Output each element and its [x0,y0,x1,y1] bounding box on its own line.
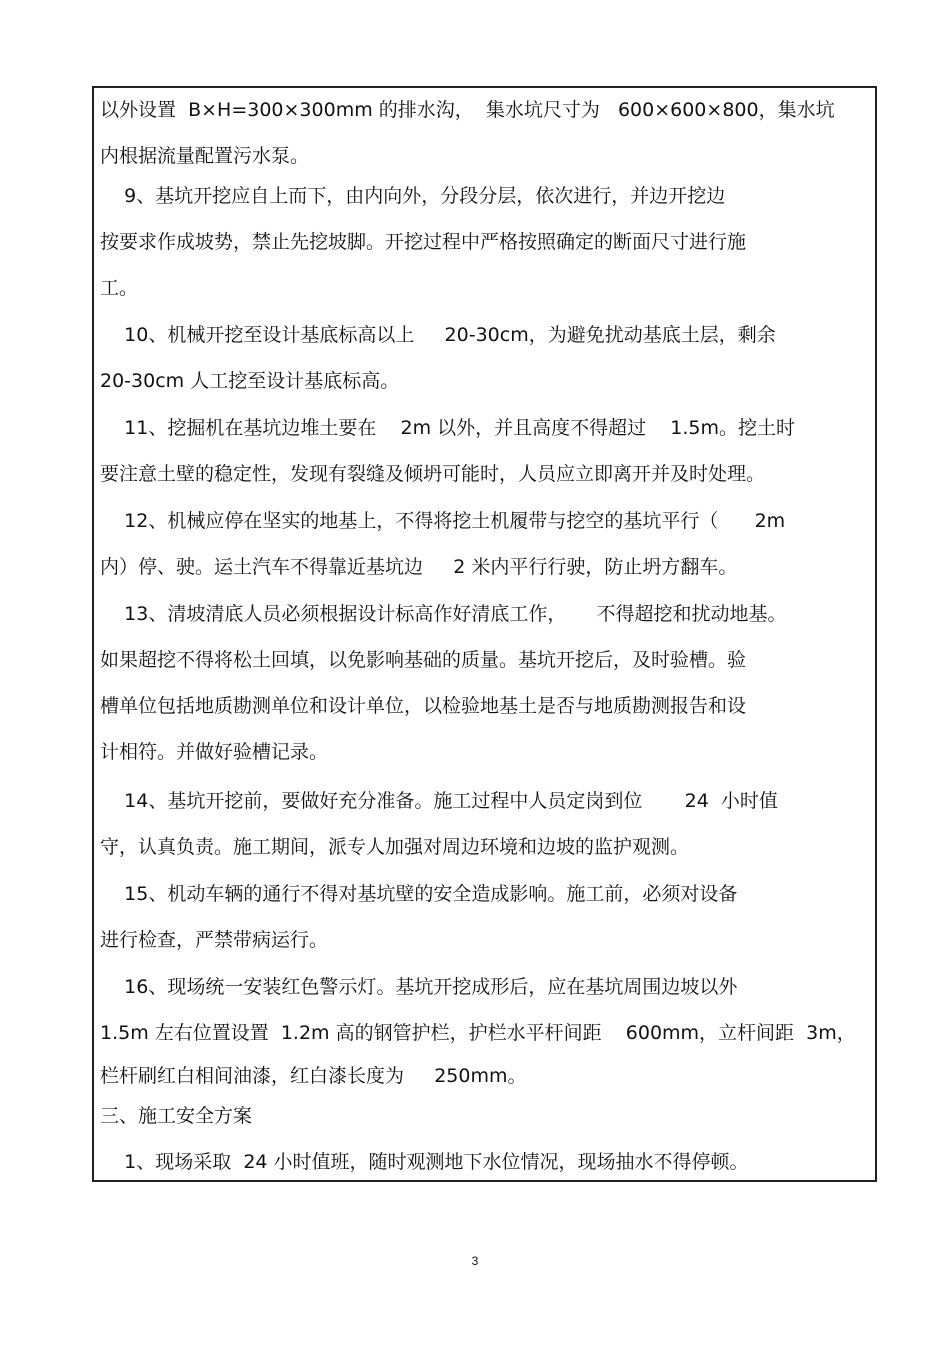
text-line: 13、清坡清底人员必须根据设计标高作好清底工作， 不得超挖和扰动地基。 [100,603,787,625]
text-line: 计相符。并做好验槽记录。 [100,741,329,763]
text-line: 进行检查，严禁带病运行。 [100,929,329,951]
text-line: 1、现场采取 24 小时值班，随时观测地下水位情况，现场抽水不得停顿。 [100,1151,749,1173]
text-line: 要注意土壁的稳定性，发现有裂缝及倾坍可能时，人员应立即离开并及时处理。 [100,463,766,485]
text-line: 15、机动车辆的通行不得对基坑壁的安全造成影响。施工前，必须对设备 [100,883,738,905]
text-line: 如果超挖不得将松土回填，以免影响基础的质量。基坑开挖后，及时验槽。验 [100,649,747,671]
text-line: 内根据流量配置污水泵。 [100,145,310,167]
text-line: 栏杆刷红白相间油漆，红白漆长度为 250mm。 [100,1065,527,1087]
text-line: 14、基坑开挖前，要做好充分准备。施工过程中人员定岗到位 24 小时值 [100,790,778,812]
text-line: 守，认真负责。施工期间，派专人加强对周边环境和边坡的监护观测。 [100,836,690,858]
text-line: 11、挖掘机在基坑边堆土要在 2m 以外，并且高度不得超过 1.5m。挖土时 [100,417,796,439]
text-line: 内）停、驶。运土汽车不得靠近基坑边 2 米内平行行驶，防止坍方翻车。 [100,556,738,578]
text-line: 1.5m 左右位置设置 1.2m 高的钢管护栏，护栏水平杆间距 600mm，立杆间距 3m， [100,1022,856,1044]
text-line: 9、基坑开挖应自上而下，由内向外，分段分层，依次进行，并边开挖边 [100,185,726,207]
text-line: 10、机械开挖至设计基底标高以上 20-30cm，为避免扰动基底土层，剩余 [100,324,776,346]
text-line: 工。 [100,277,139,299]
text-line: 槽单位包括地质勘测单位和设计单位，以检验地基土是否与地质勘测报告和设 [100,695,747,717]
text-line: 16、现场统一安装红色警示灯。基坑开挖成形后，应在基坑周围边坡以外 [100,976,738,998]
page-number: 3 [471,1254,479,1268]
text-line: 12、机械应停在坚实的地基上，不得将挖土机履带与挖空的基坑平行（ 2m [100,510,786,532]
text-line: 20-30cm 人工挖至设计基底标高。 [100,370,400,392]
text-line: 以外设置 B×H=300×300mm 的排水沟， 集水坑尺寸为 600×600×800，集水坑 [100,99,835,121]
text-line: 按要求作成坡势，禁止先挖坡脚。开挖过程中严格按照确定的断面尺寸进行施 [100,231,747,253]
section-heading: 三、施工安全方案 [100,1105,253,1127]
